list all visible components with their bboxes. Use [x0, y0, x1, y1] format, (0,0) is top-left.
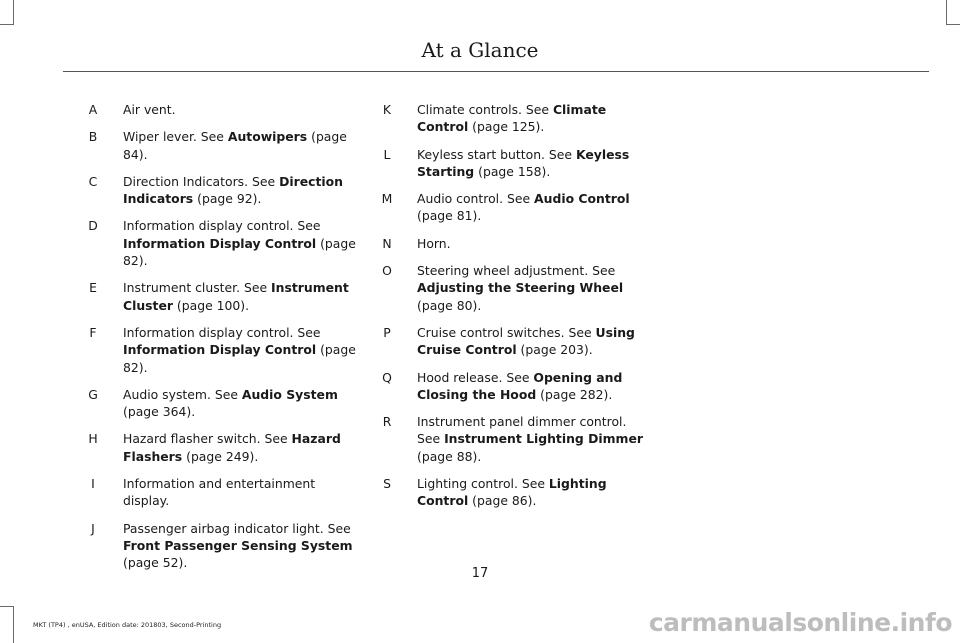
cross-reference-title: Instrument Lighting Dimmer — [444, 431, 643, 447]
legend-letter — [87, 101, 123, 118]
description-text: Hood release. See — [417, 369, 534, 385]
legend-item — [381, 190, 653, 225]
cross-reference-title: Front Passenger Sensing System — [123, 537, 353, 553]
description-text: (page 282). — [536, 386, 613, 402]
description-text: (page 86). — [468, 493, 537, 509]
cross-reference-title: Instrument Cluster — [123, 280, 349, 313]
description-text: Cruise control switches. See — [417, 324, 596, 340]
cross-reference-title: Lighting Control — [417, 476, 607, 509]
legend-item — [87, 217, 359, 269]
legend-letter — [87, 217, 123, 269]
legend-letter — [381, 262, 417, 314]
cross-reference-title: Autowipers — [227, 129, 308, 145]
crop-mark-top-left — [13, 0, 14, 24]
cross-reference-title: Information Display Control — [123, 342, 317, 358]
legend-item — [87, 475, 359, 510]
legend-description — [417, 369, 653, 404]
description-text: (page 249). — [182, 448, 259, 464]
legend-letter-text: G — [88, 386, 98, 402]
description-text: Horn. — [417, 235, 451, 251]
legend-letter-text: K — [382, 102, 392, 117]
description-text: (page 84). — [123, 129, 347, 162]
description-text: (page 158). — [474, 163, 551, 179]
legend-letter-text: I — [91, 476, 95, 492]
page-title: At a Glance — [421, 38, 539, 62]
cross-reference-title: Using Cruise Control — [417, 324, 635, 358]
legend-letter — [381, 235, 417, 252]
legend-description — [123, 101, 359, 118]
legend-description — [417, 262, 653, 314]
description-text: Information and entertainment display. — [123, 476, 316, 509]
cross-reference-title: Audio Control — [534, 191, 630, 207]
legend-item — [381, 369, 653, 404]
legend-description — [417, 324, 653, 359]
legend-letter-text: F — [89, 324, 97, 340]
legend-letter — [87, 386, 123, 421]
cross-reference-title: Audio System — [241, 386, 338, 402]
crop-mark-bottom-left-h — [0, 606, 14, 607]
legend-letter — [381, 324, 417, 359]
description-text: (page 203). — [516, 342, 593, 358]
legend-description — [417, 101, 653, 136]
description-text: Audio system. See — [123, 386, 242, 402]
description-text: Instrument panel dimmer control. See — [417, 414, 627, 447]
description-text: Wiper lever. See — [123, 129, 228, 145]
crop-mark-top-right — [946, 0, 947, 24]
legend-item — [87, 279, 359, 314]
description-text: (page 364). — [123, 404, 196, 420]
legend-description — [417, 475, 653, 510]
description-text: (page 92). — [193, 191, 262, 207]
legend-description — [123, 217, 359, 269]
legend-item — [381, 146, 653, 181]
legend-letter-text: N — [382, 235, 392, 251]
legend-letter-text: D — [88, 218, 98, 234]
legend-item — [381, 413, 653, 465]
description-text: Air vent. — [123, 102, 176, 117]
legend-letter-text: Q — [382, 369, 392, 385]
legend-item — [87, 128, 359, 163]
legend-description — [123, 386, 359, 421]
legend-letter — [87, 173, 123, 208]
description-text: (page 81). — [417, 208, 482, 224]
cross-reference-title: Keyless Starting — [417, 146, 630, 179]
description-text: (page 88). — [417, 448, 482, 464]
legend-letter-text: J — [91, 520, 95, 536]
legend-letter-text: P — [383, 324, 391, 340]
description-text: Passenger airbag indicator light. See — [123, 520, 351, 536]
crop-mark-bottom-left — [13, 606, 14, 643]
description-text: (page 80). — [417, 297, 482, 313]
legend-item — [381, 262, 653, 314]
edition-info: MKT (TP4) , enUSA, Edition date: 201803, Second-Printing — [33, 621, 222, 629]
description-text: Information display control. See — [123, 218, 321, 234]
cross-reference-title: Adjusting the Steering Wheel — [417, 280, 624, 296]
legend-letter — [381, 413, 417, 465]
legend-letter — [381, 146, 417, 181]
legend-letter-text: C — [88, 173, 98, 189]
description-text: (page 82). — [123, 342, 356, 375]
legend-item — [87, 520, 359, 572]
legend-letter — [381, 369, 417, 404]
legend-letter — [87, 324, 123, 376]
description-text: Climate controls. See — [417, 102, 553, 117]
legend-item — [87, 386, 359, 421]
description-text: Lighting control. See — [417, 476, 549, 492]
legend-description — [123, 324, 359, 376]
legend-letter — [87, 520, 123, 572]
legend-column-left — [87, 101, 359, 582]
legend-description — [417, 413, 653, 465]
description-text: Steering wheel adjustment. See — [417, 263, 616, 279]
legend-item — [381, 475, 653, 510]
description-text: Direction Indicators. See — [123, 173, 280, 189]
legend-letter — [87, 128, 123, 163]
description-text: (page 100). — [172, 297, 250, 313]
cross-reference-title: Opening and Closing the Hood — [417, 369, 623, 402]
legend-letter-text: A — [88, 102, 98, 117]
legend-item — [381, 235, 653, 252]
legend-description — [123, 430, 359, 465]
legend-letter — [381, 101, 417, 136]
legend-item — [87, 324, 359, 376]
description-text: Information display control. See — [123, 324, 321, 340]
legend-description — [123, 279, 359, 314]
legend-letter — [87, 279, 123, 314]
legend-column-right — [381, 101, 653, 520]
legend-description — [123, 173, 359, 208]
legend-letter-text: S — [383, 476, 391, 492]
legend-letter — [87, 475, 123, 510]
crop-mark-top-left-h — [0, 24, 14, 25]
legend-letter-text: E — [89, 280, 97, 296]
crop-mark-top-right-h — [946, 24, 960, 25]
legend-item — [87, 101, 359, 118]
description-text: Audio control. See — [417, 191, 535, 207]
description-text: Keyless start button. See — [417, 146, 576, 162]
cross-reference-title: Direction Indicators — [123, 173, 343, 207]
watermark: carmanualsonline.info — [648, 608, 952, 637]
legend-letter-text: L — [383, 146, 391, 162]
page-number: 17 — [471, 566, 489, 581]
description-text: (page 125). — [468, 119, 545, 135]
legend-letter-text: B — [88, 129, 98, 145]
legend-description — [417, 146, 653, 181]
legend-letter — [381, 190, 417, 225]
description-text: Hazard flasher switch. See — [123, 431, 292, 447]
legend-item — [87, 173, 359, 208]
legend-item — [381, 101, 653, 136]
cross-reference-title: Hazard Flashers — [123, 431, 341, 464]
legend-letter-text: O — [382, 263, 392, 279]
legend-letter-text: M — [381, 191, 393, 207]
description-text: Instrument cluster. See — [123, 280, 272, 296]
legend-letter — [87, 430, 123, 465]
cross-reference-title: Climate Control — [417, 102, 607, 135]
legend-item — [381, 324, 653, 359]
header-divider — [63, 71, 929, 72]
legend-letter — [381, 475, 417, 510]
description-text: (page 52). — [123, 555, 188, 571]
legend-item — [87, 430, 359, 465]
description-text: (page 82). — [123, 235, 356, 269]
cross-reference-title: Information Display Control — [123, 235, 317, 251]
legend-letter-text: R — [382, 414, 392, 430]
legend-description — [123, 475, 359, 510]
legend-description — [123, 128, 359, 163]
legend-description — [417, 190, 653, 225]
legend-description — [123, 520, 359, 572]
legend-description — [417, 235, 653, 252]
legend-letter-text: H — [88, 431, 98, 447]
